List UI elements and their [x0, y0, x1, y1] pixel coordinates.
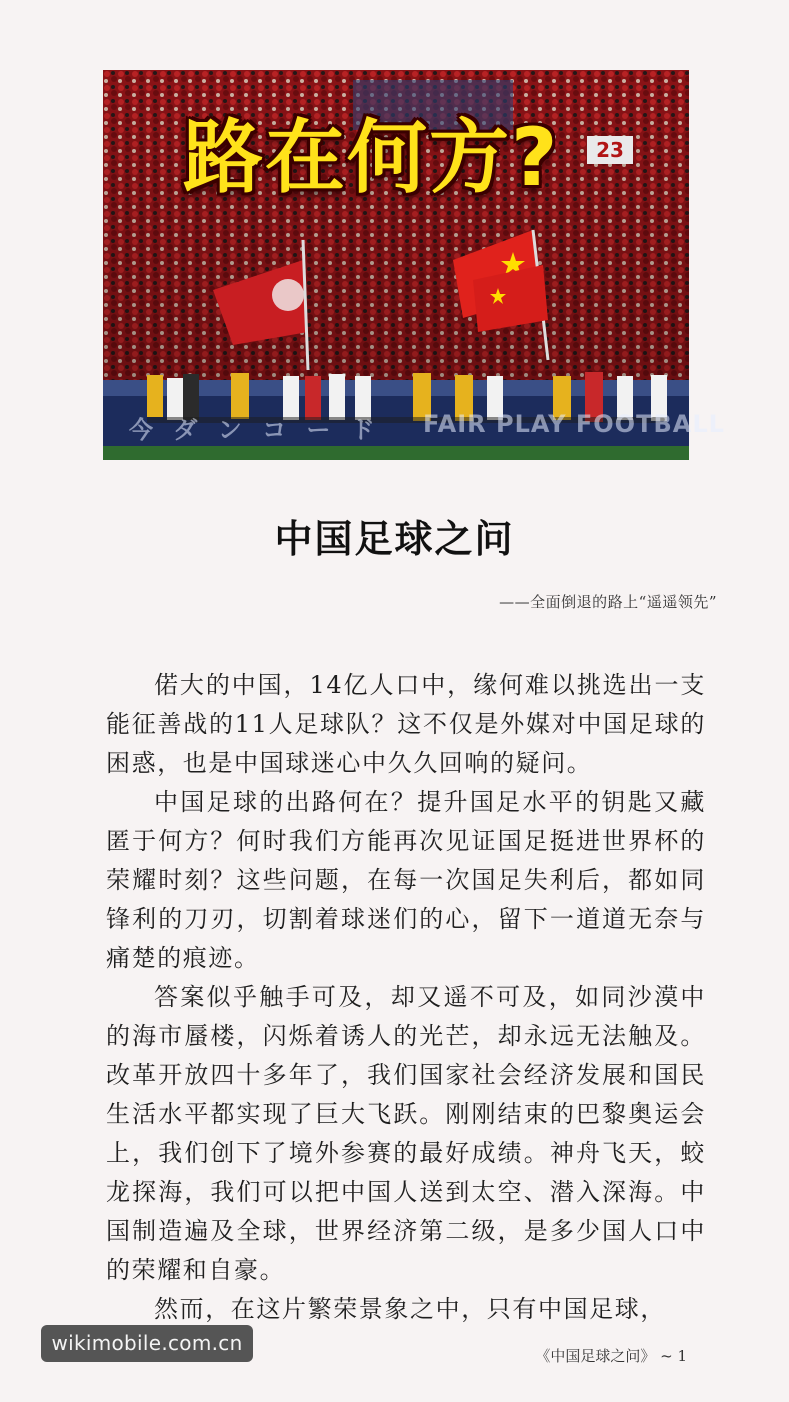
paragraph-2: 中国足球的出路何在？提升国足水平的钥匙又藏匿于何方？何时我们方能再次见证国足挺进世界杯的荣耀时刻？这些问题，在每一次国足失利后，都如同锋利的刀刃，切割着球迷们的心，留下一道道无奈与痛楚的痕迹。: [106, 788, 706, 972]
ad-board-text-right: FAIR PLAY FOOTBALL: [423, 410, 725, 438]
article-body: [106, 666, 706, 1329]
paragraph-3: 答案似乎触手可及，却又遥不可及，如同沙漠中的海市蜃楼，闪烁着诱人的光芒，却永远无法触及。改革开放四十多年了，我们国家社会经济发展和国民生活水平都实现了巨大飞跃。刚刚结束的巴黎奥运会上，我们创下了境外参赛的最好成绩。神舟飞天，蛟龙探海，我们可以把中国人送到太空、潜入深海。中国制造遍及全球，世界经济第二级，是多少国人口中的荣耀和自豪。: [106, 983, 706, 1284]
hero-headline: 路在何方?: [183, 111, 560, 204]
page-subtitle: ——全面倒退的路上“遥遥领先”: [499, 593, 717, 611]
stadium-scoreboard: 23: [587, 136, 633, 164]
page-number-footer: 《中国足球之问》 ~ 1: [535, 1347, 687, 1365]
site-watermark: wikimobile.com.cn: [41, 1325, 253, 1362]
paragraph-4: 然而，在这片繁荣景象之中，只有中国足球，: [154, 1295, 666, 1323]
page-title: 中国足球之问: [274, 517, 515, 561]
hero-image: [103, 70, 725, 460]
paragraph-1: 偌大的中国，14亿人口中，缘何难以挑选出一支能征善战的11人足球队？这不仅是外媒对中国足球的困惑，也是中国球迷心中久久回响的疑问。: [106, 671, 706, 777]
ad-board-text-left: 今 ダ ン コ ー ド: [129, 416, 381, 444]
